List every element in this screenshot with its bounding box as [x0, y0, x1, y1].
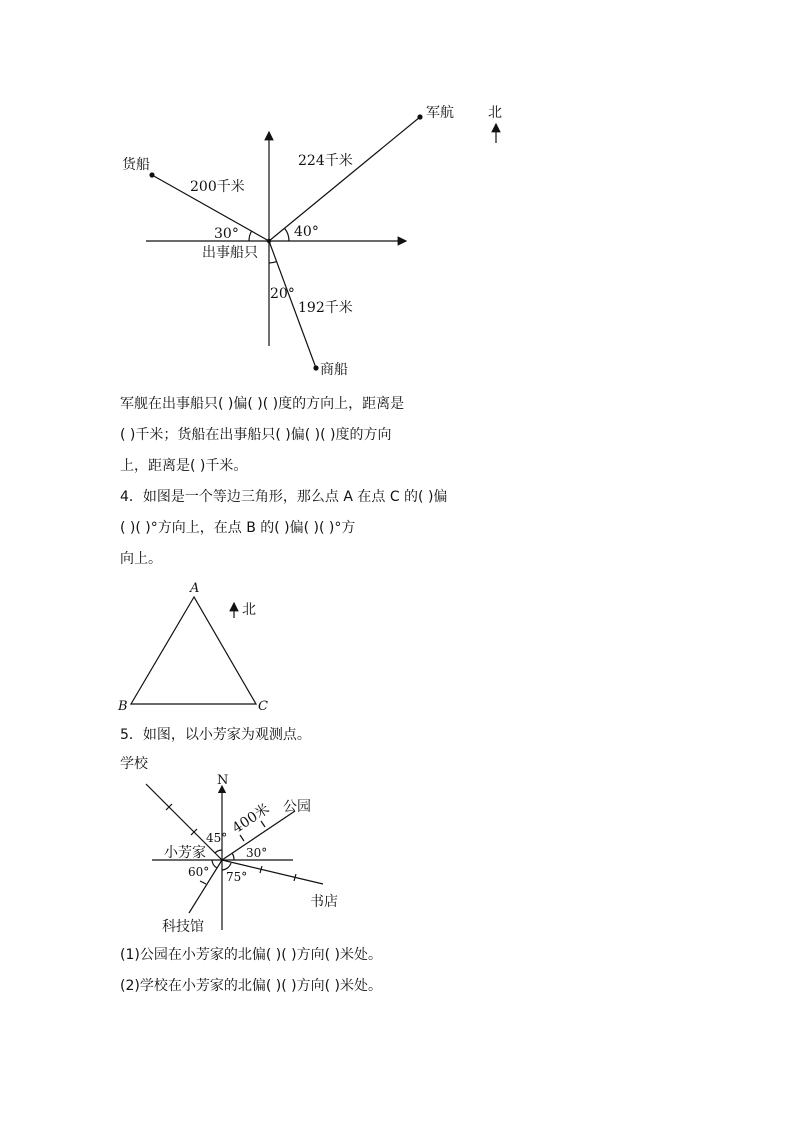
north-label: 北 — [488, 105, 502, 121]
angle-arc-cargo — [249, 231, 252, 241]
arc-science — [212, 860, 217, 868]
vertex-c-label: C — [258, 699, 268, 714]
warship-angle: 40° — [294, 224, 319, 240]
arc-park — [232, 853, 234, 860]
home-label: 小芳家 — [164, 845, 206, 861]
q3-line-1: 军舰在出事船只( )偏( )( )度的方向上，距离是 — [120, 396, 405, 412]
bookstore-label: 书店 — [310, 894, 338, 910]
vertex-a-label: A — [190, 581, 200, 596]
park-tick-1 — [240, 835, 244, 841]
store-angle: 75° — [226, 870, 248, 884]
q3-line-3: 上，距离是( )千米。 — [120, 458, 248, 474]
triangle-diagram — [0, 570, 794, 720]
triangle-svg — [0, 570, 794, 720]
center-label: 出事船只 — [202, 245, 258, 261]
warship-label: 军航 — [426, 105, 454, 121]
arc-school — [215, 850, 222, 853]
science-tick-1 — [200, 881, 206, 884]
equilateral-triangle — [131, 597, 256, 704]
center-dot — [267, 239, 271, 243]
merchant-label: 商船 — [320, 362, 348, 378]
warship-dot — [417, 114, 422, 119]
cargo-distance: 200千米 — [190, 179, 245, 195]
park-tick-2 — [261, 821, 265, 827]
q5-subquestion-1: (1)公园在小芳家的北偏( )( )方向( )米处。 — [120, 947, 382, 963]
q5-intro: 5．如图，以小芳家为观测点。 — [120, 727, 311, 743]
merchant-dot — [313, 365, 318, 370]
arc-store — [222, 863, 231, 870]
warship-distance: 224千米 — [298, 153, 353, 169]
line-to-warship — [269, 117, 420, 241]
q4-line-1: 4．如图是一个等边三角形，那么点 A 在点 C 的( )偏 — [120, 489, 448, 505]
home-diagram-svg — [0, 750, 794, 940]
science-museum-label: 科技馆 — [162, 919, 204, 935]
ship-diagram — [0, 0, 794, 400]
angle-arc-warship — [285, 228, 290, 241]
home-diagram — [0, 750, 794, 940]
q4-line-2: ( )( )°方向上，在点 B 的( )偏( )( )°方 — [120, 520, 356, 536]
q5-subquestion-2: (2)学校在小芳家的北偏( )( )方向( )米处。 — [120, 978, 382, 994]
school-label: 学校 — [120, 756, 148, 772]
north-n-label: N — [217, 773, 229, 788]
q3-line-2: ( )千米；货船在出事船只( )偏( )( )度的方向 — [120, 427, 392, 443]
angle-arc-merchant — [269, 262, 277, 263]
ship-diagram-svg — [0, 0, 794, 400]
merchant-angle: 20° — [270, 286, 295, 302]
triangle-north-label: 北 — [242, 602, 256, 618]
park-angle: 30° — [246, 846, 268, 860]
cargo-angle: 30° — [214, 226, 239, 242]
school-angle: 45° — [206, 831, 228, 845]
vertex-b-label: B — [118, 699, 128, 714]
cargo-label: 货船 — [122, 157, 150, 173]
science-angle: 60° — [188, 865, 210, 879]
cargo-dot — [149, 172, 154, 177]
park-label: 公园 — [283, 799, 311, 815]
q4-line-3: 向上。 — [120, 551, 162, 567]
distance-label: 400米 — [229, 801, 273, 837]
merchant-distance: 192千米 — [298, 300, 353, 316]
